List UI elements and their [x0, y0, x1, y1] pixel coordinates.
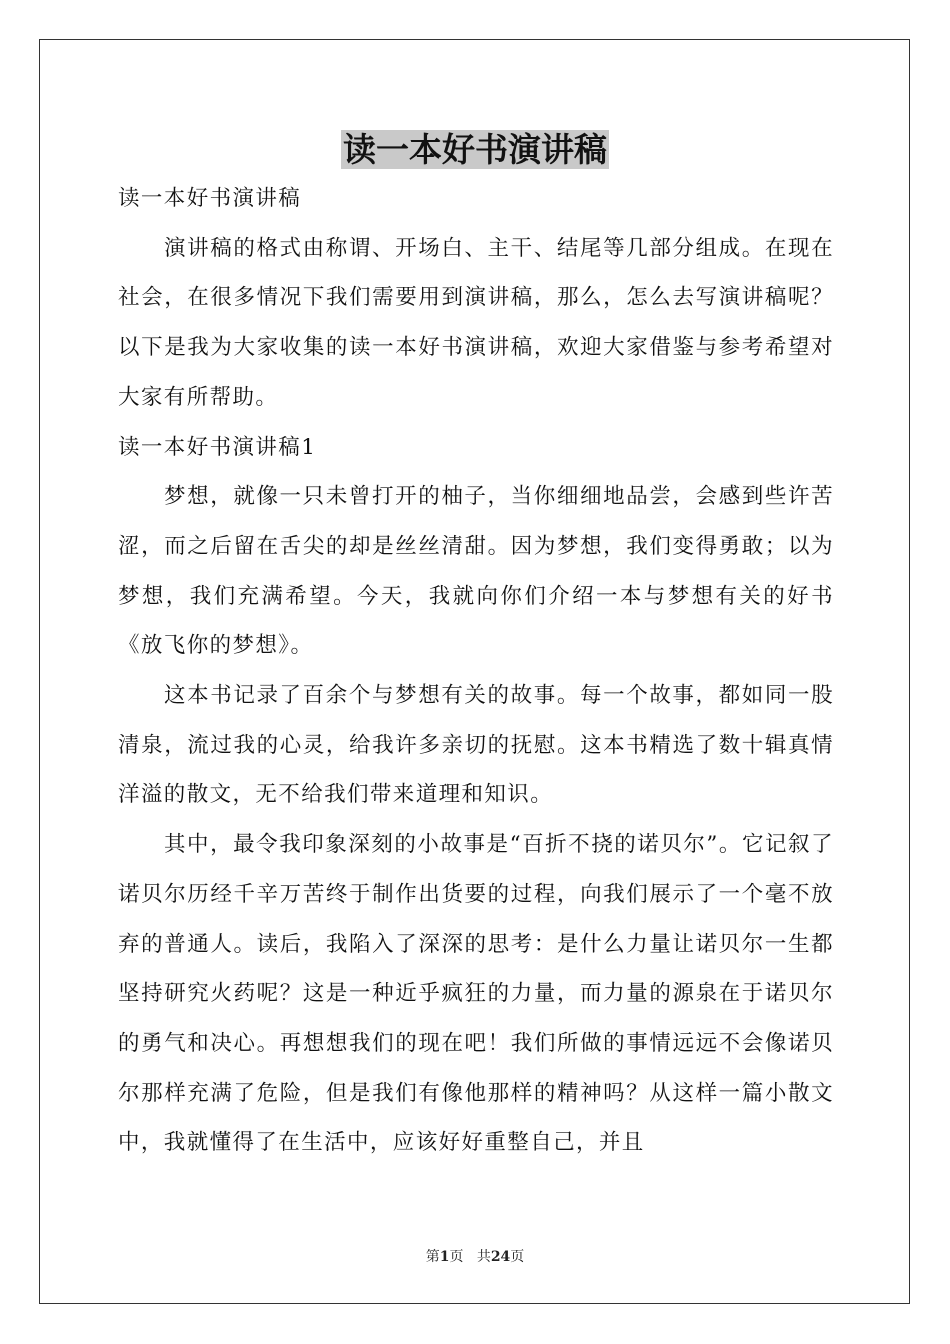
- total-prefix: 共: [476, 1249, 491, 1265]
- document-body: [118, 174, 834, 1168]
- document-title-text: 读一本好书演讲稿: [343, 130, 607, 169]
- page-suffix: 页: [449, 1249, 464, 1265]
- paragraph-subtitle: 读一本好书演讲稿: [118, 186, 302, 211]
- paragraph-intro: 演讲稿的格式由称谓、开场白、主干、结尾等几部分组成。在现在社会，在很多情况下我们需要用到演讲稿，那么，怎么去写演讲稿呢？以下是我为大家收集的读一本好书演讲稿，欢迎大家借鉴与参考希望对大家有所帮助。: [118, 235, 834, 410]
- paragraph-section-heading: 读一本好书演讲稿1: [118, 434, 317, 460]
- total-suffix: 页: [510, 1249, 525, 1265]
- paragraph-body: 这本书记录了百余个与梦想有关的故事。每一个故事，都如同一股清泉，流过我的心灵，给我许多亲切的抚慰。这本书精选了数十辑真情洋溢的散文，无不给我们带来道理和知识。: [118, 683, 834, 808]
- page-prefix: 第: [425, 1249, 440, 1265]
- paragraph-body: 梦想，就像一只未曾打开的柚子，当你细细地品尝，会感到些许苦涩，而之后留在舌尖的却是丝丝清甜。因为梦想，我们变得勇敢；以为梦想，我们充满希望。今天，我就向你们介绍一本与梦想有关的好书《放飞你的梦想》。: [118, 484, 834, 659]
- paragraph-body: 其中，最令我印象深刻的小故事是“百折不挠的诺贝尔”。它记叙了诺贝尔历经千辛万苦终于制作出货要的过程，向我们展示了一个毫不放弃的普通人。读后，我陷入了深深的思考：是什么力量让诺贝尔一生都坚持研究火药呢？这是一种近乎疯狂的力量，而力量的源泉在于诺贝尔的勇气和决心。再想想我们的现在吧！我们所做的事情远远不会像诺贝尔那样充满了危险，但是我们有像他那样的精神吗？从这样一篇小散文中，我就懂得了在生活中，应该好好重整自己，并且: [118, 832, 834, 1156]
- page-footer: [0, 1247, 950, 1267]
- document-title: [0, 126, 950, 174]
- page-number: 1: [439, 1249, 450, 1265]
- total-pages: 24: [490, 1249, 511, 1265]
